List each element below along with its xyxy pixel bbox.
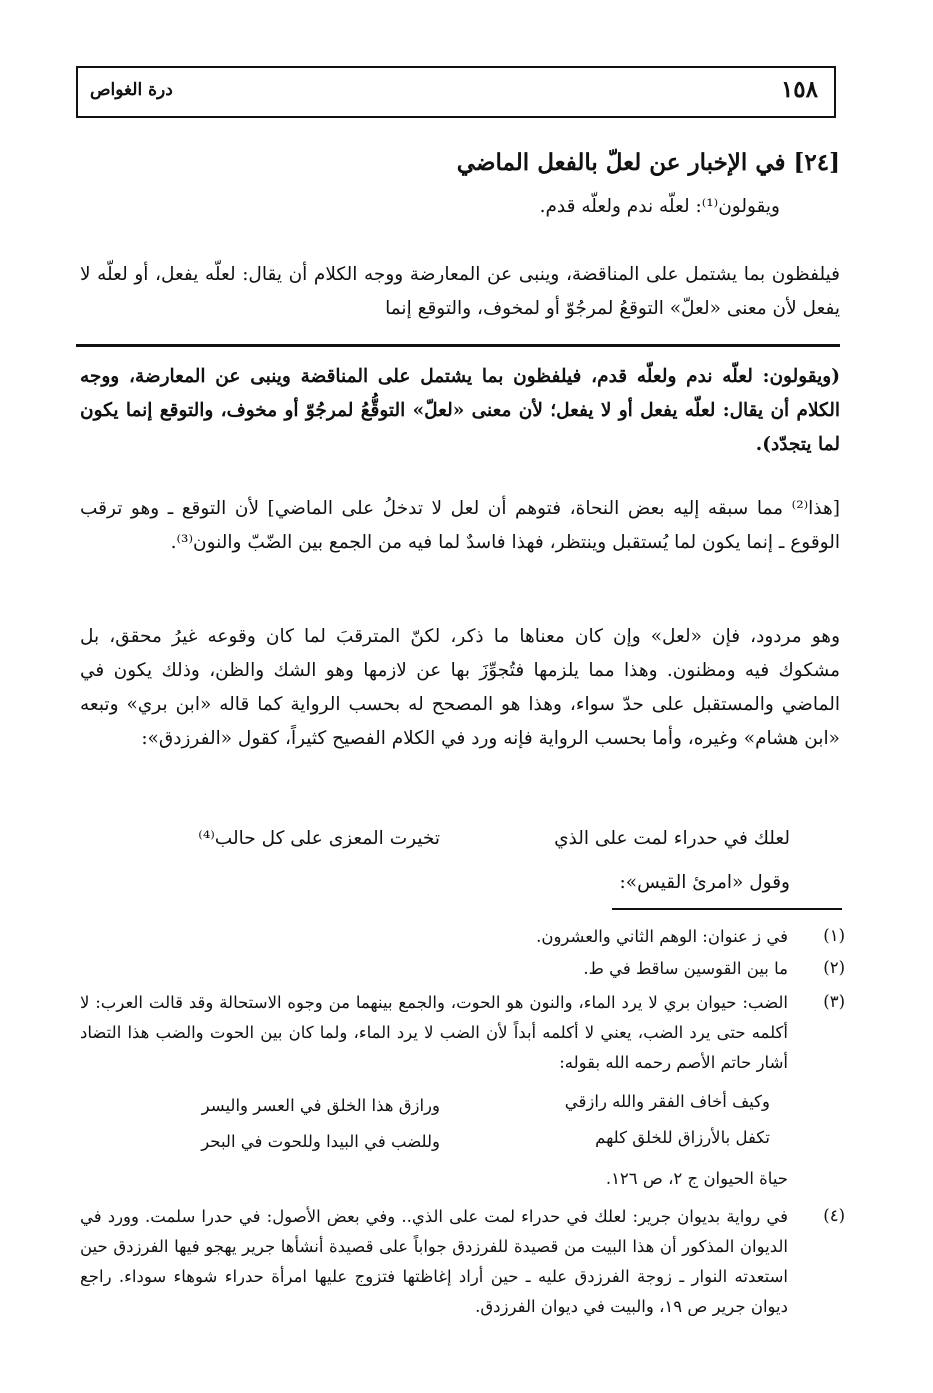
- fn3-verse-2-right: تكفل بالأرزاق للخلق كلهم: [595, 1128, 770, 1147]
- footnote-1: في ز عنوان: الوهم الثاني والعشرون.: [536, 927, 788, 946]
- footnote-4-number: (٤): [823, 1206, 845, 1225]
- paragraph-3: وهو مردود، فإن «لعل» وإن كان معناها ما ذكر، لكنّ المترقبَ لما كان وقوعه غيرُ محقق، بل مشكوك فيه ومظنون. وهذا مما يلزمها فتُجوِّزَ بها عن لازمها وهو الشك والظن، وذلك يكون في الماضي والمستقبل على حدّ سواء، وهذا هو المصحح له بحسب الرواية كما قاله «ابن بري» وتبعه «ابن هشام» وغيره، وأما بحسب الرواية فإنه ورد في الكلام الفصيح كثيراً، كقول «الفرزدق»:: [80, 626, 840, 749]
- paragraph-2: [هذا⁽²⁾ مما سبقه إليه بعض النحاة، فتوهم أن لعل لا تدخلُ على الماضي] لأن التوقع ـ وهو ترقب الوقوع ـ إنما يكون لما يُستقبل وينتظر، فهذا فاسدٌ لما فيه من الجمع بين الضّبّ والنون⁽³⁾.: [80, 498, 840, 553]
- footnote-1-number: (١): [823, 926, 845, 945]
- section-heading: [٢٤] في الإخبار عن لعلّ بالفعل الماضي: [456, 149, 840, 176]
- fn3-verse-2-left: وللضب في البيدا وللحوت في البحر: [201, 1132, 440, 1151]
- verse-1-second-hemistich: تخيرت المعزى على كل حالب⁽⁴⁾: [198, 828, 440, 849]
- footnote-2-number: (٢): [823, 958, 845, 977]
- divider: [76, 344, 840, 347]
- footnote-2: ما بين القوسين ساقط في ط.: [583, 959, 788, 978]
- fn3-verse-1-right: وكيف أخاف الفقر والله رازقي: [564, 1092, 770, 1111]
- after-verse-line: وقول «امرئ القيس»:: [619, 872, 790, 893]
- footnote-3-number: (٣): [823, 992, 845, 1011]
- footnote-3-source: حياة الحيوان ج ٢، ص ١٢٦.: [605, 1169, 788, 1188]
- footnote-rule: [612, 908, 842, 910]
- bold-quote-paragraph: (ويقولون: لعلّه ندم ولعلّه قدم، فيلفظون بما يشتمل على المناقضة وينبى عن المعارضة، ووجه الكلام أن يقال: لعلّه يفعل أو لا يفعل؛ لأن معنى «لعلّ» التوقُّعُ لمرجُوّ أو مخوف، والتوقع إنما يكون لما يتجدّد).: [80, 366, 840, 455]
- page-header: [76, 66, 836, 118]
- fn3-verse-1-left: ورازق هذا الخلق في العسر واليسر: [201, 1096, 440, 1115]
- page-number: ١٥٨: [780, 76, 818, 103]
- footnote-4: في رواية بديوان جرير: لعلك في حدراء لمت على الذي.. وفي بعض الأصول: في حدرا سلمت. وورد في الديوان المذكور أن هذا البيت من قصيدة للفرزدق جواباً على قصيدة أنشأها جرير يهجو فيها الفرزدق حين استعدته النوار ـ زوجة الفرزدق عليه ـ حين أراد إغاظتها فتزوج عليها امرأة حدراء شوهاء سوداء. راجع ديوان جرير ص ١٩، والبيت في ديوان الفرزدق.: [80, 1207, 788, 1316]
- paragraph-1: فيلفظون بما يشتمل على المناقضة، وينبى عن المعارضة ووجه الكلام أن يقال: لعلّه يفعل، أو لعلّه لا يفعل لأن معنى «لعلّ» التوقعُ لمرجُوّ أو لمخوف، والتوقع إنما: [80, 264, 840, 319]
- running-title: درة الغواص: [90, 80, 173, 100]
- intro-line: ويقولون⁽¹⁾: لعلّه ندم ولعلّه قدم.: [539, 196, 780, 217]
- footnote-3: الضب: حيوان بري لا يرد الماء، والنون هو الحوت، والجمع بينهما من وجوه الاستحالة وقد قالت العرب: لا أكلمه حتى يرد الضب، يعني لا أكلمه أبداً لأن الضب لا يرد الماء، ولما كان بين الحوت والضب هذا التضاد أشار حاتم الأصم رحمه الله بقوله:: [80, 993, 788, 1072]
- verse-1-first-hemistich: لعلك في حدراء لمت على الذي: [554, 828, 790, 849]
